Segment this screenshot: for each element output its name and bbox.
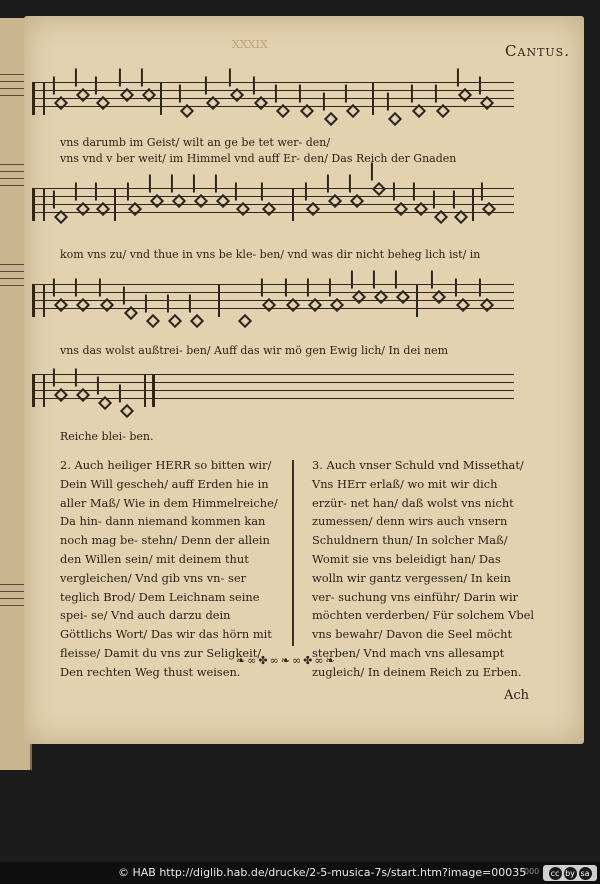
- note-icon: [324, 112, 338, 126]
- note-icon: [388, 112, 402, 126]
- note-icon: [168, 314, 182, 328]
- barline: [292, 188, 294, 221]
- page-counter: 000: [524, 867, 540, 876]
- barline: [218, 284, 220, 317]
- barline: [160, 82, 162, 115]
- note-icon: [238, 314, 252, 328]
- lyric-line: Reiche blei- ben.: [60, 430, 154, 443]
- clef-icon: [32, 82, 45, 115]
- page-title: Cantus.: [505, 42, 570, 60]
- barline: [472, 188, 474, 221]
- final-barline: [152, 374, 155, 407]
- clef-icon: [32, 374, 45, 407]
- music-system-3: [32, 272, 514, 334]
- note-icon: [146, 314, 160, 328]
- share-alike-icon: sa: [580, 868, 590, 878]
- cc-icon: cc: [549, 867, 562, 880]
- music-system-2: [32, 176, 514, 238]
- music-system-4: [32, 362, 514, 424]
- column-divider: [292, 460, 294, 646]
- barline: [144, 374, 146, 407]
- clef-icon: [32, 284, 45, 317]
- book-page: [24, 16, 584, 744]
- credit-link[interactable]: © HAB http://diglib.hab.de/drucke/2-5-musica-7s/start.htm?image=00035: [118, 866, 527, 879]
- running-head: XXXIX: [232, 38, 268, 51]
- barline: [114, 188, 116, 221]
- lyric-line: vns das wolst außtrei- ben/ Auff das wir mö gen Ewig lich/ In dei nem: [60, 344, 449, 357]
- barline: [372, 82, 374, 115]
- facing-staff: [0, 578, 26, 612]
- barline: [416, 284, 418, 317]
- attribution-icon: by: [565, 868, 575, 878]
- lyric-line: kom vns zu/ vnd thue in vns be kle- ben/ vnd was dir nicht beheg lich ist/ in: [60, 248, 481, 261]
- clef-icon: [32, 188, 45, 221]
- ornament-divider: ❧∞✤∞❧∞✤∞❧: [236, 654, 337, 667]
- verse-3: 3. Auch vnser Schuld vnd Missethat/ Vns HErr erlaß/ wo mit wir dich erzür- net han/ daß wolst vns nicht zumessen/ denn wirs auch vnsern Schuldnern thun/ In solcher Maß/ Womit sie vns beleidigt han/ Das wolln wir gantz vergessen/ In kein ver- suchung vns einführ/ Darin wir möchten verderben/ Für solchem Vbel vns bewahr/ Davon die Seel möcht sterben/ Vnd mach vns allesampt zugleich/ In deinem Reich zu Erben.: [312, 458, 535, 679]
- lyric-line: vns vnd v ber weit/ im Himmel vnd auff Er- den/ Das Reich der Gnaden: [60, 152, 457, 165]
- verse-2: 2. Auch heiliger HERR so bitten wir/ Dein Will gescheh/ auff Erden hie in aller Maß/ Wie in dem Himmelreiche/ Da hin- dann niemand kommen kan noch mag be- stehn/ Denn der allein den Willen sein/ mit deinem thut vergleichen/ Vnd gib vns vn- ser teglich Brod/ Dem Leichnam seine spei- se/ Vnd auch darzu dein Göttlichs Wort/ Das wir das hörn mit fleisse/ Damit du vns zur Seligkeit/ Den rechten Weg thust weisen.: [60, 458, 278, 679]
- note-icon: [190, 314, 204, 328]
- note-icon: [120, 404, 134, 418]
- music-system-1: [32, 70, 514, 132]
- facing-staff: [0, 258, 26, 292]
- viewer-footer: [0, 862, 600, 884]
- facing-staff: [0, 158, 26, 192]
- facing-staff: [0, 68, 26, 102]
- catchword: Ach: [504, 688, 530, 703]
- lyric-line: vns darumb im Geist/ wilt an ge be tet wer- den/: [60, 136, 331, 149]
- license-badge[interactable]: [543, 865, 597, 881]
